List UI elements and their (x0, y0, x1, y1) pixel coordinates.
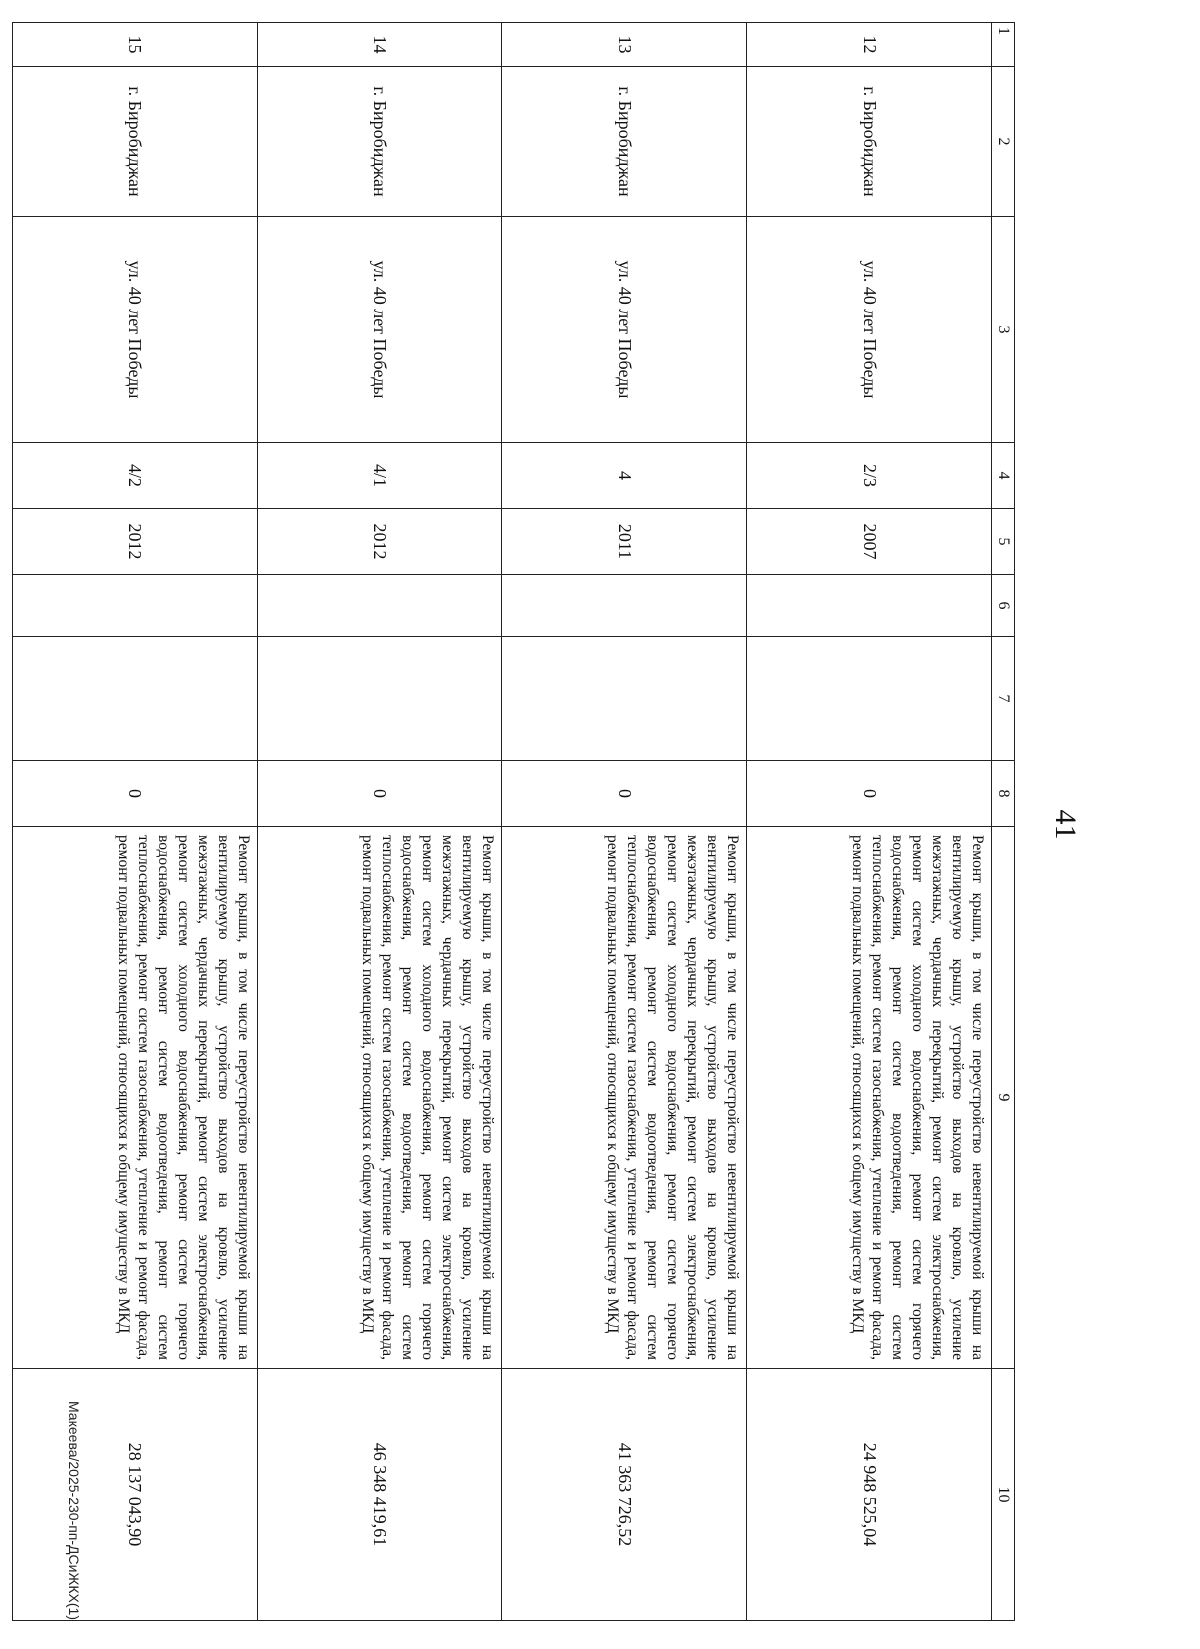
works-description-cell: Ремонт крыши, в том числе переустройство невентилируемой крыши на вентилируемую крышу, устройство выходов на кровлю, усиление межэтажных, чердачных перекрытий, ремонт систем электроснабжения, ремонт систем холодного водоснабжения, ремонт систем горячего водоснабжения, ремонт систем водоотведения, ремонт систем теплоснабжения, ремонт систем газоснабжения, утепление и ремонт фасада, ремонт подвальных помещений, относящихся к общему имуществу в МКД (257, 827, 502, 1369)
table-row (502, 23, 747, 1621)
street-cell: ул. 40 лет Победы (502, 217, 747, 443)
column-6-cell (502, 575, 747, 637)
street-cell: ул. 40 лет Победы (13, 217, 258, 443)
column-7-cell (747, 637, 992, 761)
column-number-5: 5 (992, 509, 1015, 575)
capital-repair-table (12, 22, 1015, 1621)
house-number-cell: 4/2 (13, 443, 258, 509)
cost-cell: 28 137 043,90 (13, 1369, 258, 1621)
table-row (13, 23, 258, 1621)
table-row (257, 23, 502, 1621)
column-8-cell: 0 (257, 761, 502, 827)
column-number-6: 6 (992, 575, 1015, 637)
column-6-cell (747, 575, 992, 637)
cost-cell: 41 363 726,52 (502, 1369, 747, 1621)
page-number: 41 (1049, 809, 1082, 840)
works-description-cell: Ремонт крыши, в том числе переустройство невентилируемой крыши на вентилируемую крышу, устройство выходов на кровлю, усиление межэтажных, чердачных перекрытий, ремонт систем электроснабжения, ремонт систем холодного водоснабжения, ремонт систем горячего водоснабжения, ремонт систем водоотведения, ремонт систем теплоснабжения, ремонт систем газоснабжения, утепление и ремонт фасада, ремонт подвальных помещений, относящихся к общему имуществу в МКД (502, 827, 747, 1369)
works-description-cell: Ремонт крыши, в том числе переустройство невентилируемой крыши на вентилируемую крышу, устройство выходов на кровлю, усиление межэтажных, чердачных перекрытий, ремонт систем электроснабжения, ремонт систем холодного водоснабжения, ремонт систем горячего водоснабжения, ремонт систем водоотведения, ремонт систем теплоснабжения, ремонт систем газоснабжения, утепление и ремонт фасада, ремонт подвальных помещений, относящихся к общему имуществу в МКД (13, 827, 258, 1369)
column-number-9: 9 (992, 827, 1015, 1369)
city-cell: г. Биробиджан (13, 67, 258, 217)
column-8-cell: 0 (747, 761, 992, 827)
row-number: 12 (747, 23, 992, 67)
document-footer-code: Макеева/2025-230-пп-ДСиЖКХ(1) (66, 1400, 82, 1620)
year-cell: 2011 (502, 509, 747, 575)
cost-cell: 24 948 525,04 (747, 1369, 992, 1621)
row-number: 15 (13, 23, 258, 67)
cost-cell: 46 348 419,61 (257, 1369, 502, 1621)
column-number-7: 7 (992, 637, 1015, 761)
column-number-row (992, 23, 1015, 1621)
column-8-cell: 0 (13, 761, 258, 827)
house-number-cell: 2/3 (747, 443, 992, 509)
year-cell: 2012 (257, 509, 502, 575)
column-number-3: 3 (992, 217, 1015, 443)
column-6-cell (13, 575, 258, 637)
column-number-2: 2 (992, 67, 1015, 217)
year-cell: 2007 (747, 509, 992, 575)
column-number-1: 1 (992, 23, 1015, 67)
works-description-cell: Ремонт крыши, в том числе переустройство невентилируемой крыши на вентилируемую крышу, устройство выходов на кровлю, усиление межэтажных, чердачных перекрытий, ремонт систем электроснабжения, ремонт систем холодного водоснабжения, ремонт систем горячего водоснабжения, ремонт систем водоотведения, ремонт систем теплоснабжения, ремонт систем газоснабжения, утепление и ремонт фасада, ремонт подвальных помещений, относящихся к общему имуществу в МКД (747, 827, 992, 1369)
column-number-4: 4 (992, 443, 1015, 509)
row-number: 13 (502, 23, 747, 67)
city-cell: г. Биробиджан (502, 67, 747, 217)
house-number-cell: 4 (502, 443, 747, 509)
column-8-cell: 0 (502, 761, 747, 827)
street-cell: ул. 40 лет Победы (257, 217, 502, 443)
column-7-cell (13, 637, 258, 761)
column-number-10: 10 (992, 1369, 1015, 1621)
column-7-cell (257, 637, 502, 761)
row-number: 14 (257, 23, 502, 67)
column-6-cell (257, 575, 502, 637)
year-cell: 2012 (13, 509, 258, 575)
table-row (747, 23, 992, 1621)
column-7-cell (502, 637, 747, 761)
column-number-8: 8 (992, 761, 1015, 827)
street-cell: ул. 40 лет Победы (747, 217, 992, 443)
house-number-cell: 4/1 (257, 443, 502, 509)
city-cell: г. Биробиджан (257, 67, 502, 217)
city-cell: г. Биробиджан (747, 67, 992, 217)
